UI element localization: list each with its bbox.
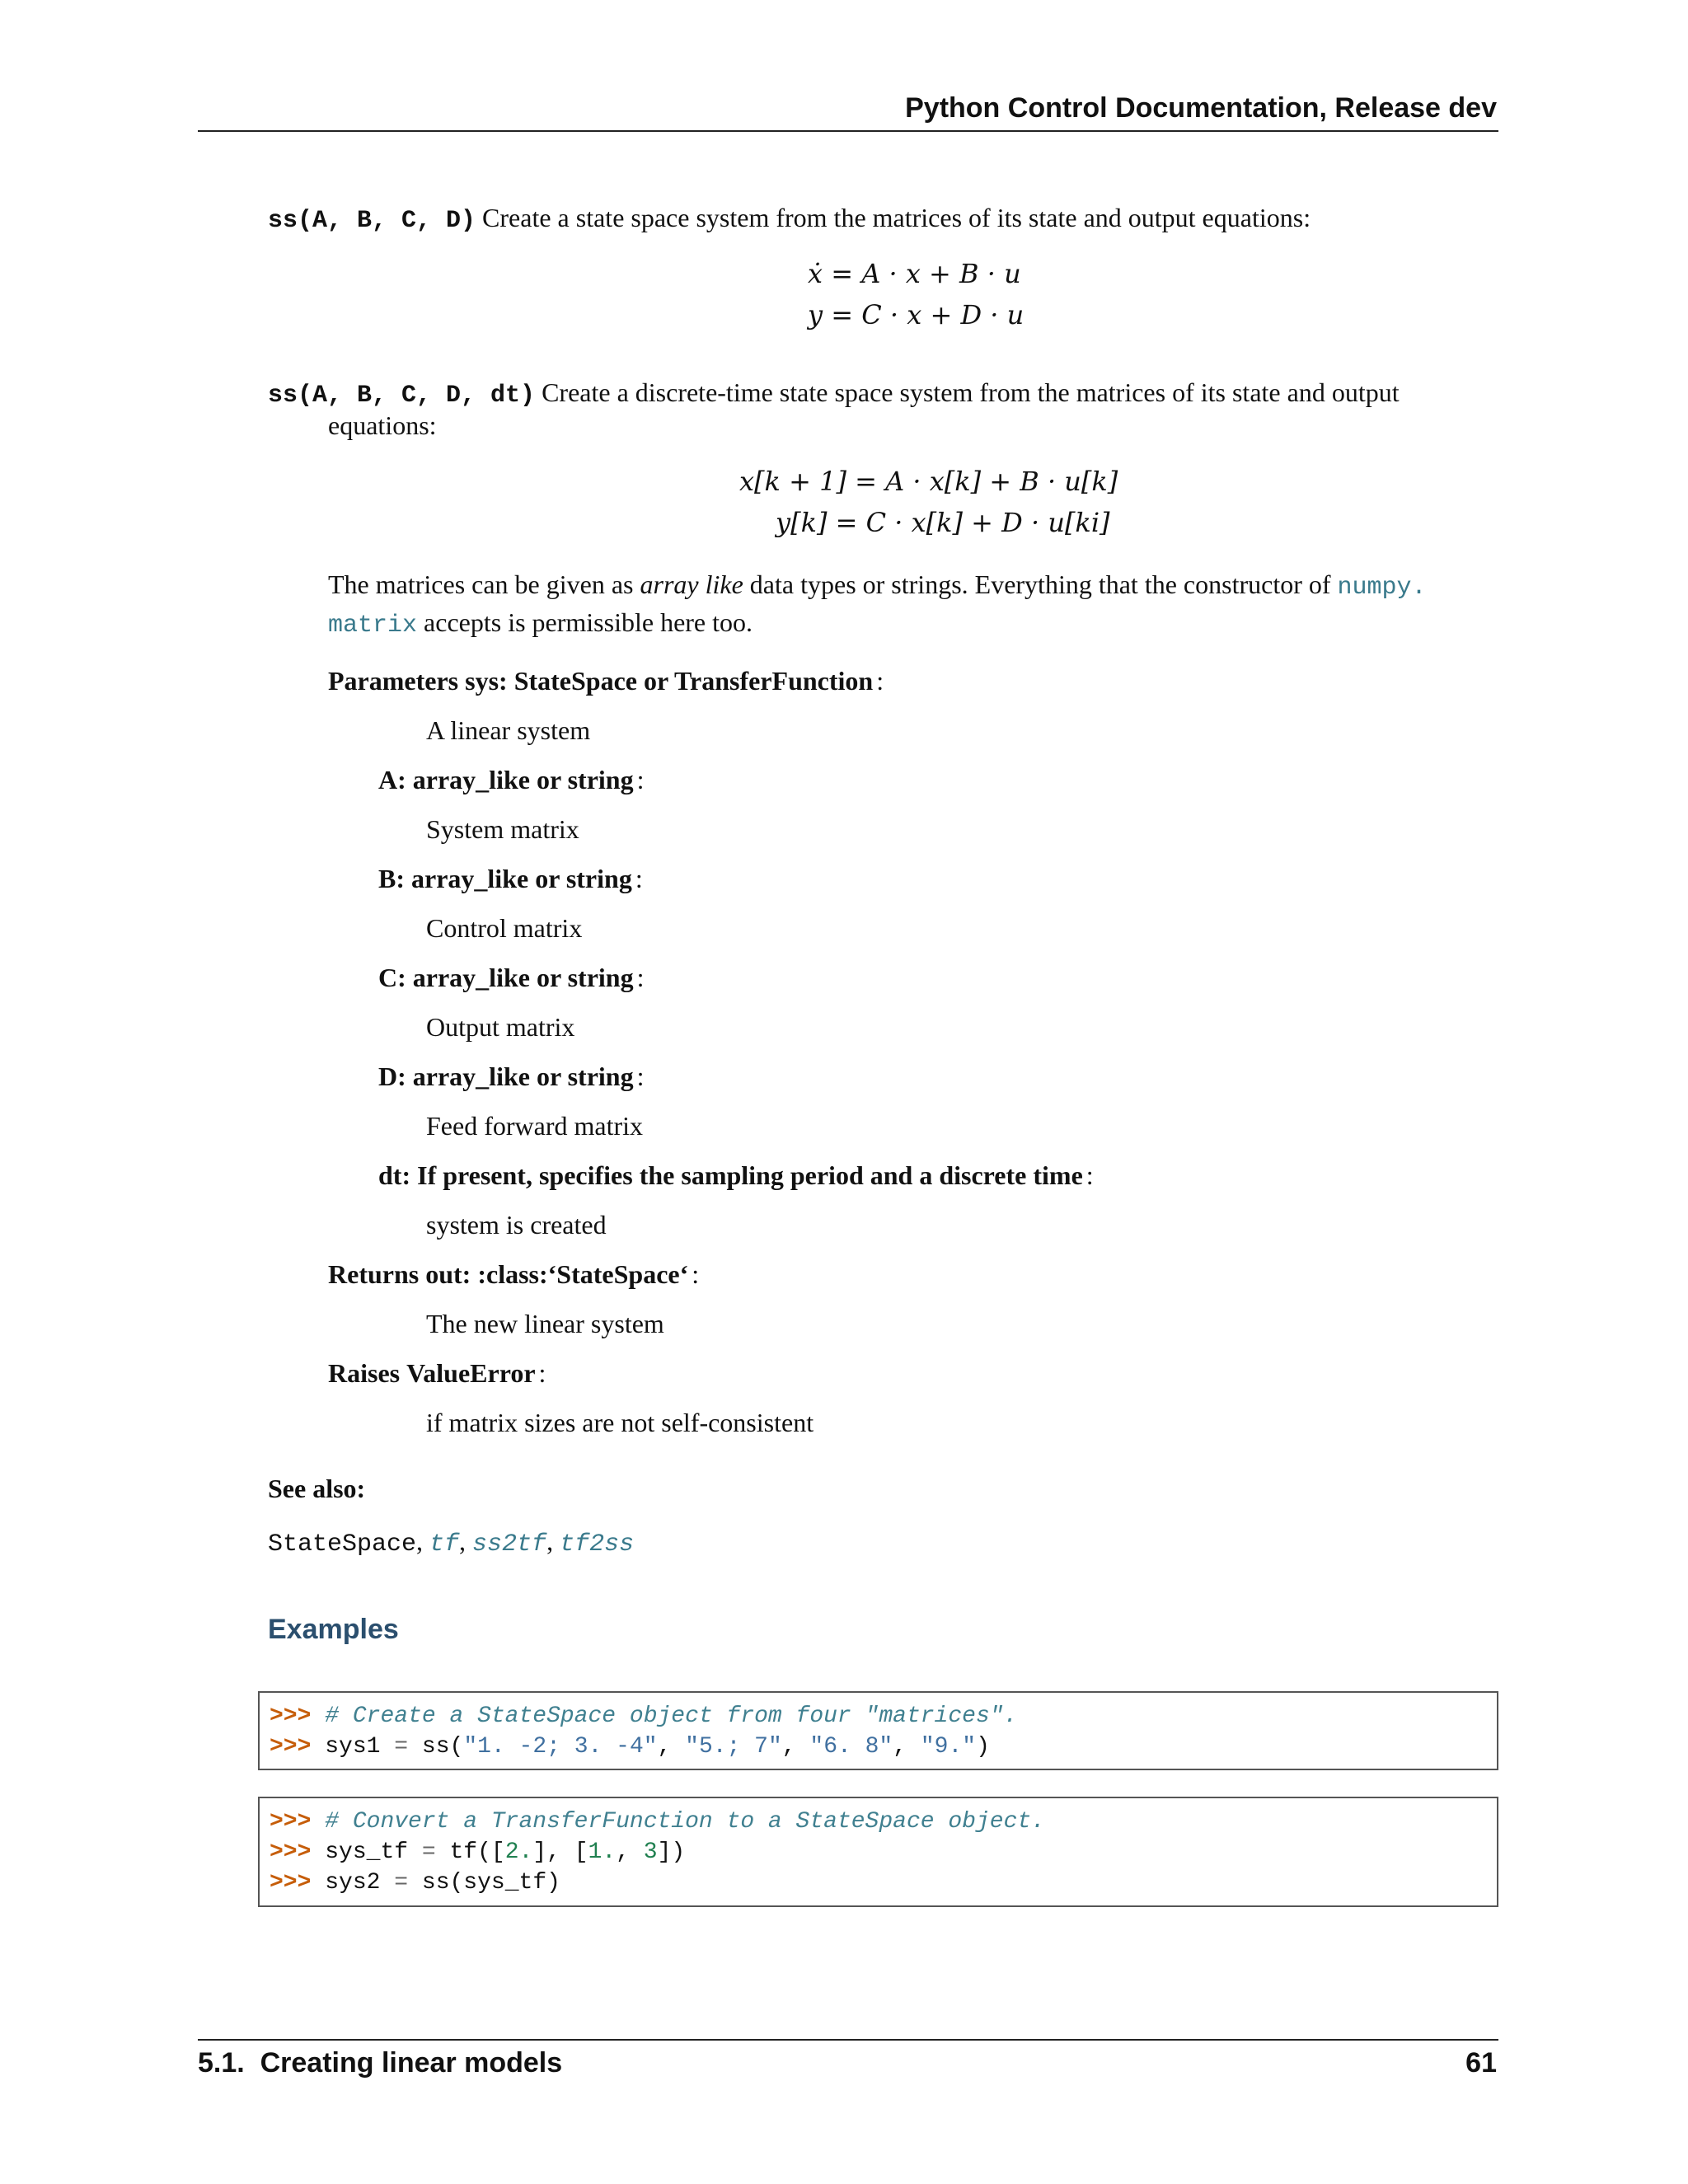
code-line [270,1837,1487,1868]
prompt: >>> [270,1704,312,1729]
raises-field [328,1358,546,1389]
param-dt [378,1160,1094,1191]
see-also-ss2tf-link[interactable]: ss2tf [472,1530,547,1558]
code-string: "6. 8" [809,1734,893,1760]
code-ident: sys1 [325,1734,381,1760]
footer-rule [198,2039,1498,2041]
code-ident: sys2 [325,1870,381,1896]
returns-field [328,1259,699,1290]
signature-ss-abcd [268,200,1311,238]
signature-text: Create a discrete-time state space system from the matrices of its state and output [542,377,1400,407]
param-desc: system is created [426,1210,607,1240]
code-call: ss(sys_tf) [421,1870,560,1896]
param-desc: Control matrix [426,913,583,943]
prompt: >>> [270,1734,312,1760]
header-rule [198,130,1498,132]
see-also-label: See also: [268,1474,366,1503]
code-call: ss( [421,1734,464,1760]
code-number: 2. [504,1840,533,1865]
separator: , [459,1526,473,1556]
code-ident: sys_tf [325,1840,409,1865]
colon: : [692,1259,700,1289]
param-desc: Feed forward matrix [426,1111,644,1141]
see-also-statespace: StateSpace [268,1530,417,1558]
description-paragraph [328,567,1498,643]
code-number: 1. [588,1840,617,1865]
code-punct: , [893,1734,921,1760]
param-name: A: array_like or string [378,765,634,794]
code-punct: , [657,1734,686,1760]
param-name: D: array_like or string [378,1062,634,1091]
code-number: 3 [643,1840,658,1865]
see-also-list [268,1526,634,1558]
code-block-1[interactable] [258,1691,1498,1770]
code-comment: # Create a StateSpace object from four "matrices". [325,1704,1018,1729]
code-string: "1. -2; 3. -4" [463,1734,658,1760]
numpy-matrix-link-part2[interactable]: matrix [328,612,418,640]
para-emphasis: array like [640,569,743,599]
code-string: "9." [920,1734,977,1760]
code-op: = [394,1870,409,1896]
see-also-tf2ss-link[interactable]: tf2ss [560,1530,635,1558]
signature-code: ss(A, B, C, D) [268,207,476,235]
code-line [270,1701,1487,1732]
colon: : [876,666,884,696]
footer-section-title: 5.1. Creating linear models [198,2047,563,2079]
raises-desc: if matrix sizes are not self-consistent [426,1408,814,1437]
equation-output: y = C · x + D · u [808,299,1025,330]
para-text: The matrices can be given as [328,569,640,599]
equation-discrete-output: y[k] = C · x[k] + D · u[ki] [776,507,1110,538]
param-name: dt: If present, specifies the sampling period and a discrete time [378,1160,1083,1190]
para-text: accepts is permissible here too. [417,607,753,637]
parameters-label: Parameters [328,666,459,696]
prompt: >>> [270,1809,312,1835]
code-punct: , [781,1734,810,1760]
param-b [378,864,643,894]
raises-label: Raises [328,1358,401,1388]
code-punct: ) [976,1734,990,1760]
code-line [270,1732,1487,1762]
prompt: >>> [270,1840,312,1865]
code-call: tf([ [449,1840,505,1865]
signature-text-continued: equations: [328,410,437,440]
separator: , [546,1526,560,1556]
param-name: C: array_like or string [378,963,634,992]
footer-page-number: 61 [1465,2047,1497,2079]
code-punct: , [616,1840,644,1865]
code-block-2[interactable] [258,1797,1498,1907]
param-desc: A linear system [426,715,591,745]
colon: : [636,765,645,794]
param-c [378,963,644,993]
param-desc: System matrix [426,814,579,844]
returns-desc: The new linear system [426,1309,664,1338]
code-punct: ], [ [532,1840,588,1865]
param-name: B: array_like or string [378,864,632,893]
returns-label: Returns [328,1259,420,1289]
see-also-tf-link[interactable]: tf [429,1530,460,1558]
equation-discrete-state: x[k + 1] = A · x[k] + B · u[k] [739,466,1118,497]
param-d [378,1062,644,1092]
signature-code: ss(A, B, C, D, dt) [268,382,536,410]
colon: : [538,1358,546,1388]
prompt: >>> [270,1870,312,1896]
code-punct: ]) [657,1840,686,1865]
signature-text: Create a state space system from the matrices of its state and output equations: [482,203,1311,232]
colon: : [636,1062,645,1091]
examples-heading: Examples [268,1614,399,1645]
param-name: sys: StateSpace or TransferFunction [465,666,874,696]
param-desc: Output matrix [426,1012,575,1042]
separator: , [416,1526,430,1556]
code-comment: # Convert a TransferFunction to a StateSpace object. [325,1809,1045,1835]
colon: : [1085,1160,1094,1190]
code-op: = [394,1734,409,1760]
code-line [270,1807,1487,1837]
param-a [378,765,644,795]
equation-state: ẋ = A · x + B · u [808,258,1021,289]
code-op: = [421,1840,436,1865]
raises-name: ValueError [406,1358,536,1388]
signature-ss-abcd-dt [268,375,1400,413]
colon: : [635,864,643,893]
running-header: Python Control Documentation, Release dev [905,92,1497,124]
returns-name: out: :class:‘StateSpace‘ [425,1259,689,1289]
colon: : [636,963,645,992]
code-string: "5.; 7" [685,1734,782,1760]
code-line [270,1868,1487,1898]
numpy-matrix-link-part1[interactable]: numpy. [1337,574,1427,602]
parameters-field [328,666,884,696]
para-text: data types or strings. Everything that the constructor of [743,569,1338,599]
